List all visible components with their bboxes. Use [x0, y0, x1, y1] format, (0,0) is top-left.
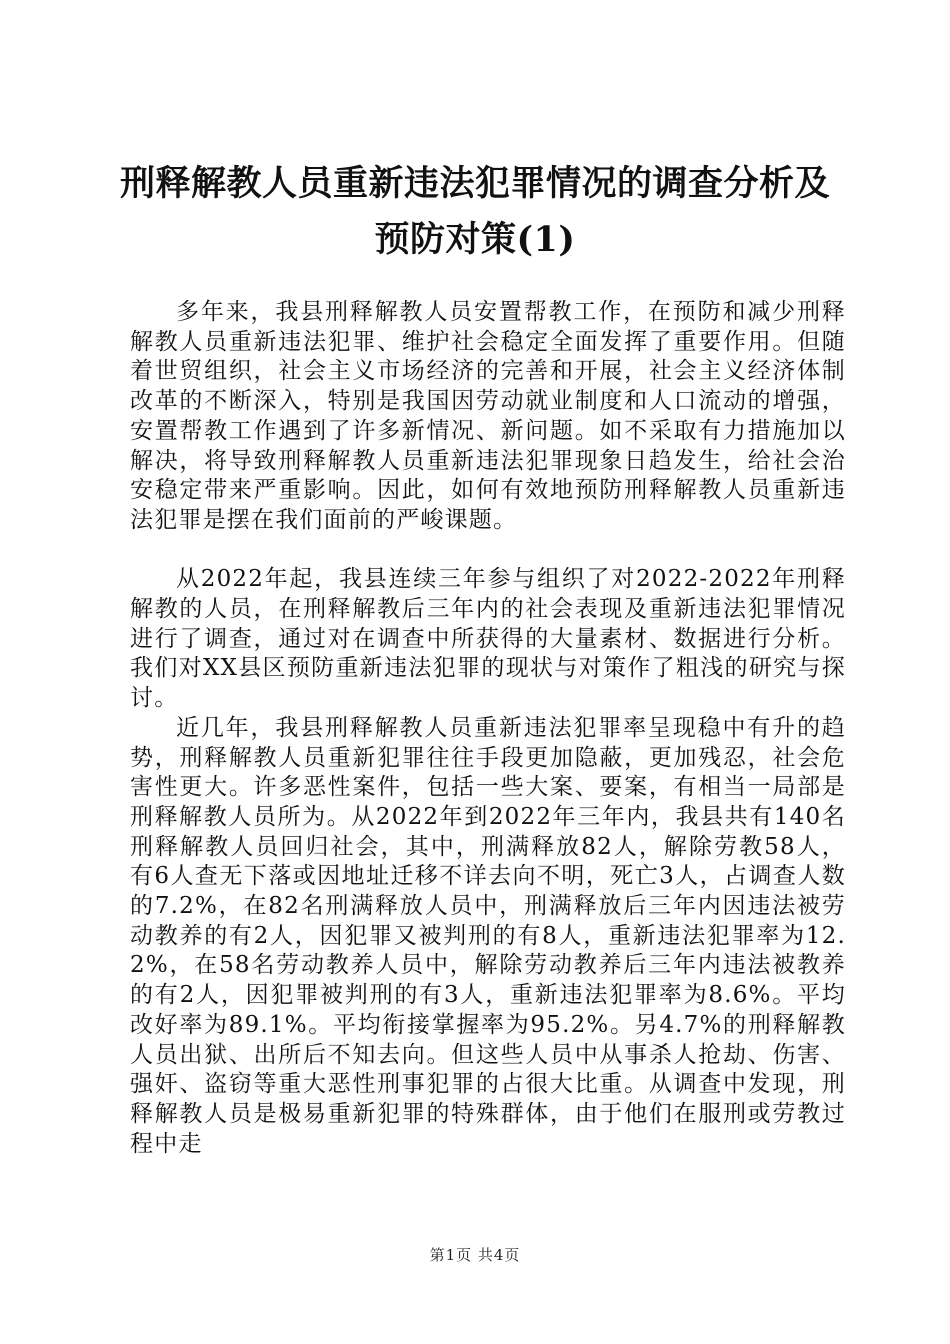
paragraph-statistics: 近几年，我县刑释解教人员重新违法犯罪率呈现稳中有升的趋势，刑释解教人员重新犯罪往往手段更加隐蔽，更加残忍，社会危害性更大。许多恶性案件，包括一些大案、要案，有相当一局部是刑释解教人员所为。从2022年到2022年三年内，我县共有140名刑释解教人员回归社会，其中，刑满释放82人，解除劳教58人，有6人查无下落或因地址迁移不详去向不明，死亡3人，占调查人数的7.2%，在82名刑满释放人员中，刑满释放后三年内因违法被劳动教养的有2人，因犯罪又被判刑的有8人，重新违法犯罪率为12.2%，在58名劳动教养人员中，解除劳动教养后三年内违法被教养的有2人，因犯罪被判刑的有3人，重新违法犯罪率为8.6%。平均改好率为89.1%。平均衔接掌握率为95.2%。另4.7%的刑释解教人员出狱、出所后不知去向。但这些人员中从事杀人抢劫、伤害、强奸、盗窃等重大恶性刑事犯罪的占很大比重。从调查中发现，刑释解教人员是极易重新犯罪的特殊群体，由于他们在服刑或劳教过程中走 [130, 714, 846, 1157]
paragraph-intro: 多年来，我县刑释解教人员安置帮教工作，在预防和减少刑释解教人员重新违法犯罪、维护社会稳定全面发挥了重要作用。但随着世贸组织，社会主义市场经济的完善和开展，社会主义经济体制改革的不断深入，特别是我国因劳动就业制度和人口流动的增强，安置帮教工作遇到了许多新情况、新问题。如不采取有力措施加以解决，将导致刑释解教人员重新违法犯罪现象日趋发生，给社会治安稳定带来严重影响。因此，如何有效地预防刑释解教人员重新违法犯罪是摆在我们面前的严峻课题。 [130, 299, 846, 533]
page-footer: 第1页 共4页 [429, 1246, 521, 1264]
document-title-line-1: 刑释解教人员重新违法犯罪情况的调查分析及 [119, 163, 830, 204]
document-body [130, 298, 846, 1159]
document-title-line-2: 预防对策(1) [374, 219, 576, 260]
paragraph-survey: 从2022年起，我县连续三年参与组织了对2022-2022年刑释解教的人员，在刑释解教后三年内的社会表现及重新违法犯罪情况进行了调查，通过对在调查中所获得的大量素材、数据进行分析。我们对XX县区预防重新违法犯罪的现状与对策作了粗浅的研究与探讨。 [130, 566, 846, 712]
